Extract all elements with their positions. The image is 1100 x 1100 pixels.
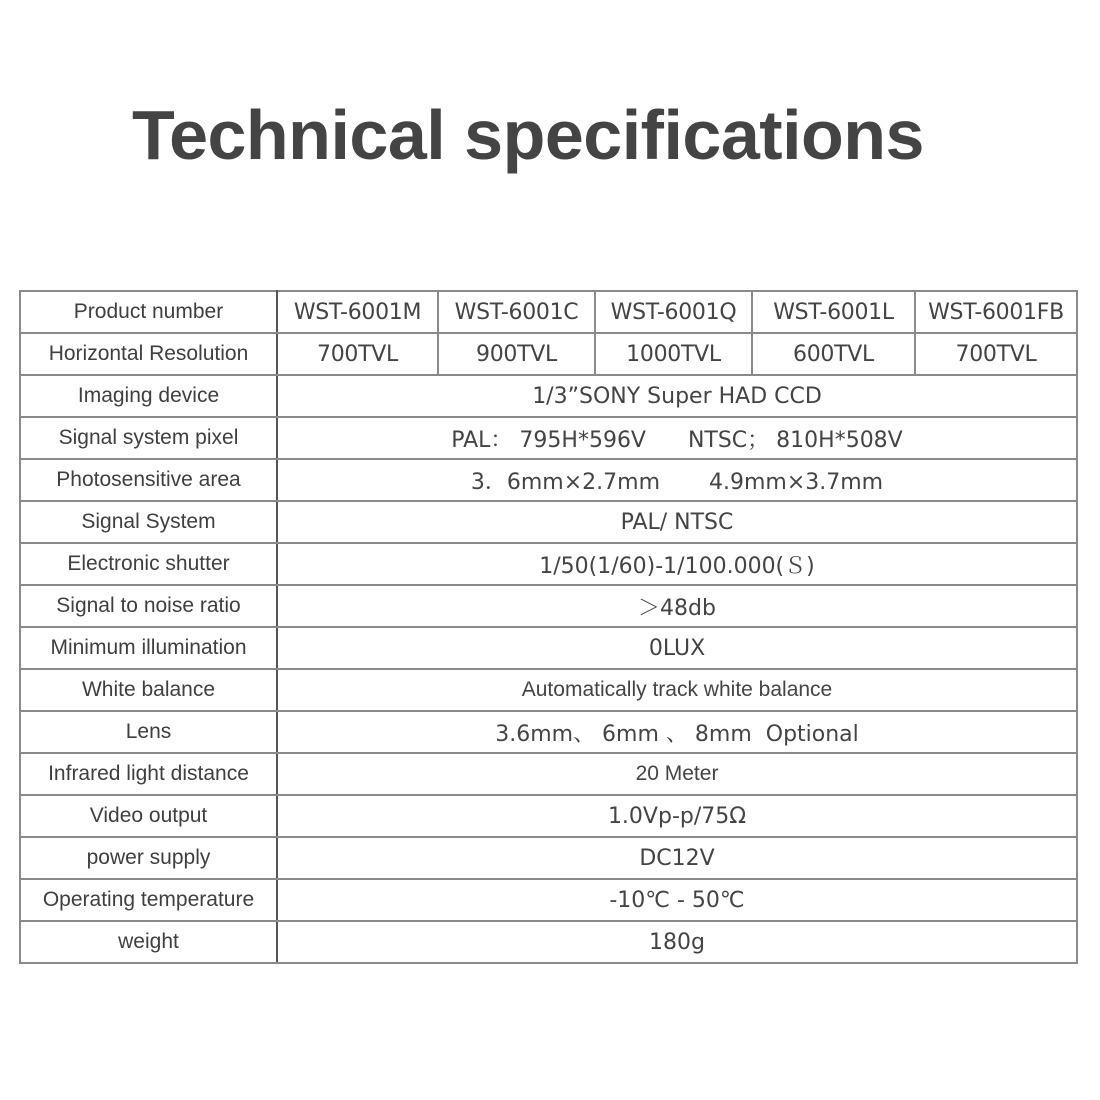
resolution-cell: 900TVL	[438, 333, 595, 375]
row-label: Signal system pixel	[20, 417, 277, 459]
table-row	[20, 543, 1077, 585]
table-row	[20, 459, 1077, 501]
page-title: Technical specifications	[132, 96, 924, 174]
row-value: PAL/ NTSC	[277, 501, 1077, 543]
table-row	[20, 837, 1077, 879]
row-value: ＞48db	[277, 585, 1077, 627]
table-row	[20, 417, 1077, 459]
table-row	[20, 669, 1077, 711]
row-value: 0LUX	[277, 627, 1077, 669]
resolution-cell: 700TVL	[915, 333, 1077, 375]
row-label: Infrared light distance	[20, 753, 277, 795]
model-cell: WST-6001FB	[915, 291, 1077, 333]
table-row	[20, 375, 1077, 417]
row-value: 1/3”SONY Super HAD CCD	[277, 375, 1077, 417]
row-label: power supply	[20, 837, 277, 879]
row-value: 1.0Vp-p/75Ω	[277, 795, 1077, 837]
row-label: Lens	[20, 711, 277, 753]
row-value: Automatically track white balance	[277, 669, 1077, 711]
row-value: DC12V	[277, 837, 1077, 879]
table-row	[20, 585, 1077, 627]
spec-table	[19, 290, 1078, 964]
row-value: 20 Meter	[277, 753, 1077, 795]
table-row	[20, 879, 1077, 921]
row-label: Horizontal Resolution	[20, 333, 277, 375]
table-row-resolution	[20, 333, 1077, 375]
row-label: Imaging device	[20, 375, 277, 417]
row-label: Signal to noise ratio	[20, 585, 277, 627]
model-cell: WST-6001Q	[595, 291, 752, 333]
row-label: weight	[20, 921, 277, 963]
row-label: Electronic shutter	[20, 543, 277, 585]
row-label: White balance	[20, 669, 277, 711]
model-cell: WST-6001M	[277, 291, 438, 333]
row-label: Signal System	[20, 501, 277, 543]
table-row	[20, 627, 1077, 669]
table-row-product-number	[20, 291, 1077, 333]
row-value: 180g	[277, 921, 1077, 963]
row-label: Operating temperature	[20, 879, 277, 921]
row-label: Product number	[20, 291, 277, 333]
table-row	[20, 921, 1077, 963]
row-value: PAL： 795H*596V NTSC； 810H*508V	[277, 417, 1077, 459]
table-row	[20, 501, 1077, 543]
resolution-cell: 700TVL	[277, 333, 438, 375]
row-value: 3.6mm、 6mm 、 8mm Optional	[277, 711, 1077, 753]
row-label: Photosensitive area	[20, 459, 277, 501]
row-value: 1/50(1/60)-1/100.000(Ｓ)	[277, 543, 1077, 585]
model-cell: WST-6001L	[752, 291, 915, 333]
table-row	[20, 711, 1077, 753]
table-row	[20, 753, 1077, 795]
table-row	[20, 795, 1077, 837]
row-label: Minimum illumination	[20, 627, 277, 669]
row-value: -10℃ - 50℃	[277, 879, 1077, 921]
row-label: Video output	[20, 795, 277, 837]
model-cell: WST-6001C	[438, 291, 595, 333]
row-value: 3．6mm×2.7mm 4.9mm×3.7mm	[277, 459, 1077, 501]
resolution-cell: 1000TVL	[595, 333, 752, 375]
resolution-cell: 600TVL	[752, 333, 915, 375]
